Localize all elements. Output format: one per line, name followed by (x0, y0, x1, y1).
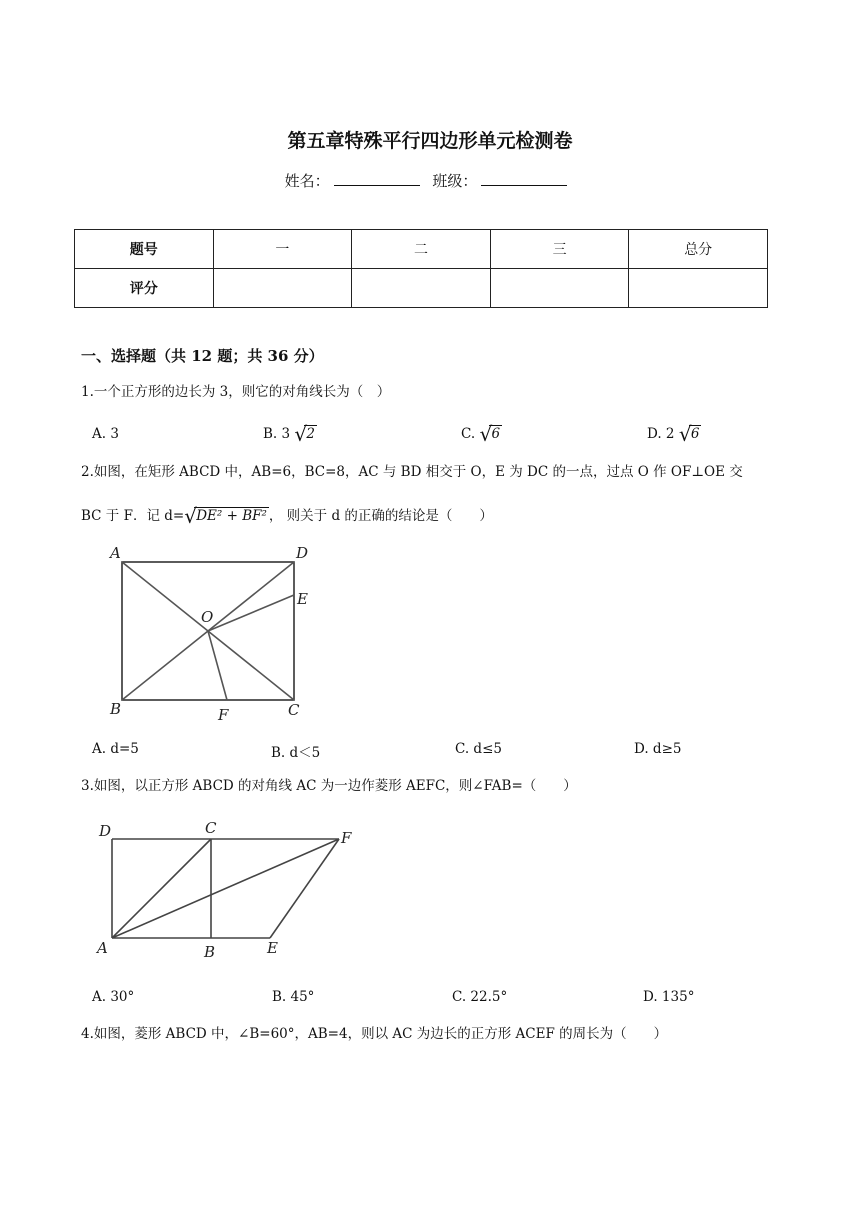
header-cell-part-2: 二 (352, 230, 491, 269)
q2-option-a[interactable]: A. d=5 (92, 741, 139, 757)
q3-option-b[interactable]: B. 45° (272, 989, 315, 1005)
student-info-line (0, 170, 860, 191)
question-2-line-1: 2.如图，在矩形 ABCD 中，AB=6，BC=8，AC 与 BD 相交于 O，E 为 DC 的一点，过点 O 作 OF⊥OE 交 (81, 464, 743, 480)
score-table-score-row (75, 269, 768, 308)
q2-label-b: B (110, 700, 122, 718)
q1-option-c-radicand: 6 (491, 426, 501, 442)
page-title: 第五章特殊平行四边形单元检测卷 (287, 130, 573, 152)
q3-label-d: D (99, 822, 112, 840)
q2-label-c: C (288, 701, 300, 719)
score-row-label: 评分 (75, 269, 214, 308)
q3-label-b: B (204, 943, 216, 961)
q3-label-a: A (97, 939, 108, 957)
question-3-text: 3.如图，以正方形 ABCD 的对角线 AC 为一边作菱形 AEFC，则∠FAB=（ ） (81, 778, 577, 794)
q3-option-c[interactable]: C. 22.5° (452, 989, 508, 1005)
q2-line2-start: BC 于 F．记 d= (81, 508, 185, 524)
q2-label-f: F (218, 706, 229, 724)
score-table-header-row (75, 230, 768, 269)
section-heading: 一、选择题（共 12 题；共 36 分） (81, 347, 324, 365)
q2-label-o: O (201, 608, 214, 626)
q1-option-a[interactable]: A. 3 (92, 426, 119, 442)
q3-option-a[interactable]: A. 30° (92, 989, 135, 1005)
question-2-line-2 (81, 504, 493, 528)
q1-option-b-prefix: B. 3 (263, 426, 291, 442)
q1-option-c[interactable] (461, 422, 502, 446)
score-cell-total[interactable] (629, 269, 768, 308)
q3-option-d[interactable]: D. 135° (643, 989, 695, 1005)
q1-option-b-radicand: 2 (306, 426, 315, 442)
header-cell-part-1: 一 (213, 230, 352, 269)
q2-option-b[interactable]: B. d＜5 (271, 745, 321, 761)
sqrt-symbol: √ DE² + BF² (184, 504, 267, 528)
question-1-text: 1.一个正方形的边长为 3，则它的对角线长为（ ） (81, 384, 391, 400)
q3-label-c: C (205, 819, 217, 837)
name-blank[interactable] (334, 171, 420, 186)
score-table (74, 229, 768, 308)
class-label: 班级： (432, 172, 478, 190)
score-cell-3[interactable] (490, 269, 629, 308)
q1-option-d[interactable] (647, 422, 701, 446)
q1-option-d-radicand: 6 (690, 426, 700, 442)
class-blank[interactable] (481, 171, 567, 186)
name-label: 姓名： (284, 172, 330, 190)
score-cell-2[interactable] (352, 269, 491, 308)
q3-square-rhombus-figure (95, 815, 365, 965)
q3-label-f: F (341, 829, 352, 847)
header-cell-question-number: 题号 (75, 230, 214, 269)
q2-label-e: E (297, 590, 308, 608)
header-cell-part-3: 三 (490, 230, 629, 269)
sqrt-symbol: √ 2 (294, 422, 315, 446)
sqrt-symbol: √ 6 (678, 422, 700, 446)
q3-label-e: E (267, 939, 278, 957)
q2-label-d: D (296, 544, 309, 562)
q2-label-a: A (110, 544, 121, 562)
q1-option-c-prefix: C. (461, 426, 476, 442)
q1-option-d-prefix: D. 2 (647, 426, 675, 442)
q1-option-b[interactable] (263, 422, 317, 446)
q2-option-d[interactable]: D. d≥5 (634, 741, 682, 757)
question-4-text: 4.如图，菱形 ABCD 中，∠B=60°，AB=4，则以 AC 为边长的正方形 ACEF 的周长为（ ） (81, 1026, 668, 1042)
score-cell-1[interactable] (213, 269, 352, 308)
sqrt-symbol: √ 6 (479, 422, 501, 446)
q2-radicand: DE² + BF² (196, 508, 267, 524)
q2-line2-end: ， 则关于 d 的正确的结论是（ ） (268, 508, 493, 524)
header-cell-total: 总分 (629, 230, 768, 269)
q2-option-c[interactable]: C. d≤5 (455, 741, 502, 757)
q2-rectangle-figure (100, 540, 330, 725)
